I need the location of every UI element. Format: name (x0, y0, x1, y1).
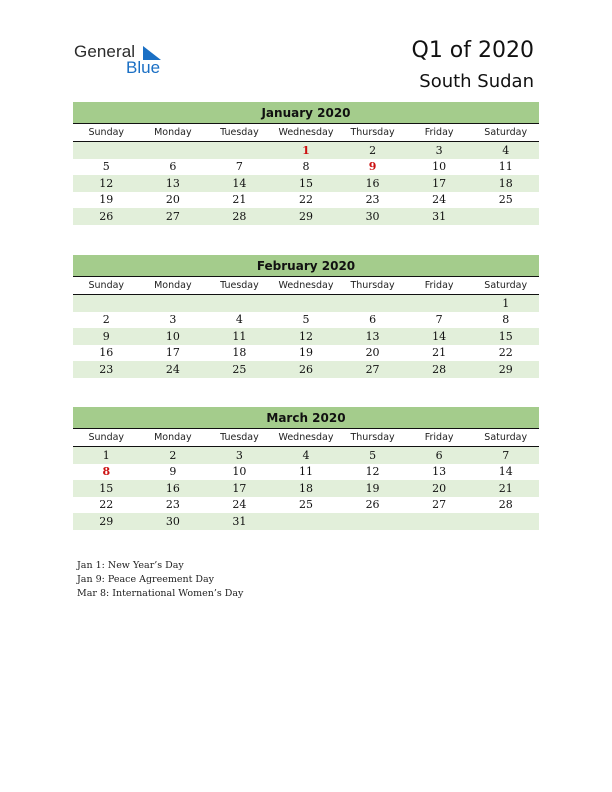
date-cell: 10 (432, 160, 447, 174)
week-row (73, 447, 539, 464)
date-cell: 12 (99, 176, 114, 190)
weekday-label: Thursday (350, 432, 395, 443)
date-cell: 15 (99, 481, 114, 495)
page-subtitle: South Sudan (419, 71, 534, 92)
holiday-date-cell: 9 (368, 160, 377, 174)
holiday-note: Mar 8: International Women’s Day (77, 588, 244, 599)
date-cell: 17 (432, 176, 447, 190)
weekday-label: Friday (424, 127, 454, 138)
weekday-label: Tuesday (220, 280, 259, 291)
weekday-label: Monday (154, 432, 192, 443)
date-cell: 18 (498, 176, 513, 190)
weekday-label: Thursday (350, 127, 395, 138)
date-cell: 9 (102, 329, 110, 343)
weekday-label: Tuesday (220, 432, 259, 443)
weekday-label: Monday (154, 280, 192, 291)
date-cell: 6 (169, 160, 177, 174)
date-cell: 22 (498, 346, 513, 360)
date-cell: 23 (165, 498, 180, 512)
date-cell: 27 (365, 362, 380, 376)
weekday-label: Wednesday (278, 280, 334, 291)
date-cell: 12 (365, 465, 380, 479)
date-cell: 5 (369, 448, 377, 462)
date-cell: 2 (369, 143, 377, 157)
weekday-label: Monday (154, 127, 192, 138)
date-cell: 27 (432, 498, 447, 512)
weekday-header-row (73, 429, 539, 447)
date-cell: 25 (498, 193, 513, 207)
date-cell: 23 (365, 193, 380, 207)
date-cell: 28 (232, 209, 247, 223)
date-cell: 19 (298, 346, 313, 360)
week-row (73, 361, 539, 378)
date-cell: 11 (498, 160, 513, 174)
date-cell: 19 (365, 481, 380, 495)
holiday-note: Jan 9: Peace Agreement Day (77, 574, 215, 585)
weekday-label: Sunday (88, 127, 125, 138)
holiday-date-cell: 1 (302, 143, 310, 157)
date-cell: 8 (302, 160, 310, 174)
date-cell: 6 (435, 448, 443, 462)
week-row (73, 513, 539, 530)
date-cell: 18 (232, 346, 247, 360)
holiday-date-cell: 8 (102, 465, 111, 479)
date-cell: 31 (232, 514, 247, 528)
week-row (73, 159, 539, 176)
date-cell: 6 (369, 313, 377, 327)
date-cell: 3 (235, 448, 243, 462)
weekday-label: Friday (424, 432, 454, 443)
date-cell: 13 (365, 329, 380, 343)
month-calendar (73, 102, 539, 225)
date-cell: 16 (99, 346, 114, 360)
date-cell: 24 (165, 362, 180, 376)
date-cell: 10 (232, 465, 247, 479)
date-cell: 29 (99, 514, 114, 528)
date-cell: 12 (298, 329, 313, 343)
date-cell: 26 (298, 362, 313, 376)
month-calendar (73, 407, 539, 530)
date-cell: 31 (432, 209, 447, 223)
week-row (73, 497, 539, 514)
month-title: February 2020 (73, 255, 539, 277)
date-cell: 27 (165, 209, 180, 223)
date-cell: 14 (232, 176, 247, 190)
date-cell: 11 (298, 465, 313, 479)
weekday-label: Tuesday (220, 127, 259, 138)
date-cell: 22 (298, 193, 313, 207)
week-row (73, 480, 539, 497)
date-cell: 20 (365, 346, 380, 360)
date-cell: 26 (99, 209, 114, 223)
week-row (73, 345, 539, 362)
date-cell: 17 (232, 481, 247, 495)
date-cell: 28 (432, 362, 447, 376)
weekday-label: Wednesday (278, 127, 334, 138)
week-row (73, 464, 539, 481)
date-cell: 21 (498, 481, 513, 495)
date-cell: 15 (498, 329, 513, 343)
week-row (73, 312, 539, 329)
date-cell: 18 (298, 481, 313, 495)
date-cell: 16 (365, 176, 380, 190)
weekday-label: Saturday (484, 432, 528, 443)
month-title: January 2020 (73, 102, 539, 124)
date-cell: 9 (169, 465, 177, 479)
weekday-label: Sunday (88, 432, 125, 443)
weekday-label: Saturday (484, 280, 528, 291)
week-row (73, 192, 539, 209)
date-cell: 7 (235, 160, 243, 174)
week-row (73, 142, 539, 159)
date-cell: 13 (432, 465, 447, 479)
date-cell: 25 (232, 362, 247, 376)
date-cell: 28 (498, 498, 513, 512)
weekday-header-row (73, 277, 539, 295)
date-cell: 29 (298, 209, 313, 223)
holiday-note: Jan 1: New Year’s Day (77, 560, 184, 571)
date-cell: 4 (302, 448, 310, 462)
date-cell: 30 (365, 209, 380, 223)
date-cell: 4 (235, 313, 243, 327)
date-cell: 10 (165, 329, 180, 343)
month-title: March 2020 (73, 407, 539, 429)
date-cell: 30 (165, 514, 180, 528)
weekday-header-row (73, 124, 539, 142)
date-cell: 2 (169, 448, 177, 462)
generalblue-logo (74, 42, 174, 78)
date-cell: 20 (165, 193, 180, 207)
week-row (73, 208, 539, 225)
date-cell: 13 (165, 176, 180, 190)
date-cell: 3 (169, 313, 177, 327)
date-cell: 15 (298, 176, 313, 190)
date-cell: 11 (232, 329, 247, 343)
date-cell: 24 (232, 498, 247, 512)
date-cell: 23 (99, 362, 114, 376)
logo-text-general: General (74, 42, 136, 61)
page-title: Q1 of 2020 (411, 38, 534, 63)
week-row (73, 175, 539, 192)
logo-text-blue: Blue (126, 58, 161, 77)
weekday-label: Thursday (350, 280, 395, 291)
date-cell: 25 (298, 498, 313, 512)
date-cell: 21 (232, 193, 247, 207)
date-cell: 5 (302, 313, 310, 327)
date-cell: 7 (502, 448, 510, 462)
date-cell: 22 (99, 498, 114, 512)
date-cell: 14 (498, 465, 513, 479)
date-cell: 16 (165, 481, 180, 495)
date-cell: 1 (502, 296, 510, 310)
date-cell: 4 (502, 143, 510, 157)
date-cell: 14 (432, 329, 447, 343)
date-cell: 21 (432, 346, 447, 360)
date-cell: 20 (432, 481, 447, 495)
weekday-label: Wednesday (278, 432, 334, 443)
week-row (73, 295, 539, 312)
date-cell: 19 (99, 193, 114, 207)
week-row (73, 328, 539, 345)
weekday-label: Friday (424, 280, 454, 291)
month-calendar (73, 255, 539, 378)
date-cell: 26 (365, 498, 380, 512)
date-cell: 7 (435, 313, 443, 327)
date-cell: 3 (435, 143, 443, 157)
date-cell: 2 (102, 313, 110, 327)
date-cell: 1 (102, 448, 110, 462)
date-cell: 24 (432, 193, 447, 207)
date-cell: 5 (102, 160, 110, 174)
date-cell: 8 (502, 313, 510, 327)
date-cell: 29 (498, 362, 513, 376)
weekday-label: Sunday (88, 280, 125, 291)
holiday-notes (77, 559, 243, 601)
date-cell: 17 (165, 346, 180, 360)
weekday-label: Saturday (484, 127, 528, 138)
